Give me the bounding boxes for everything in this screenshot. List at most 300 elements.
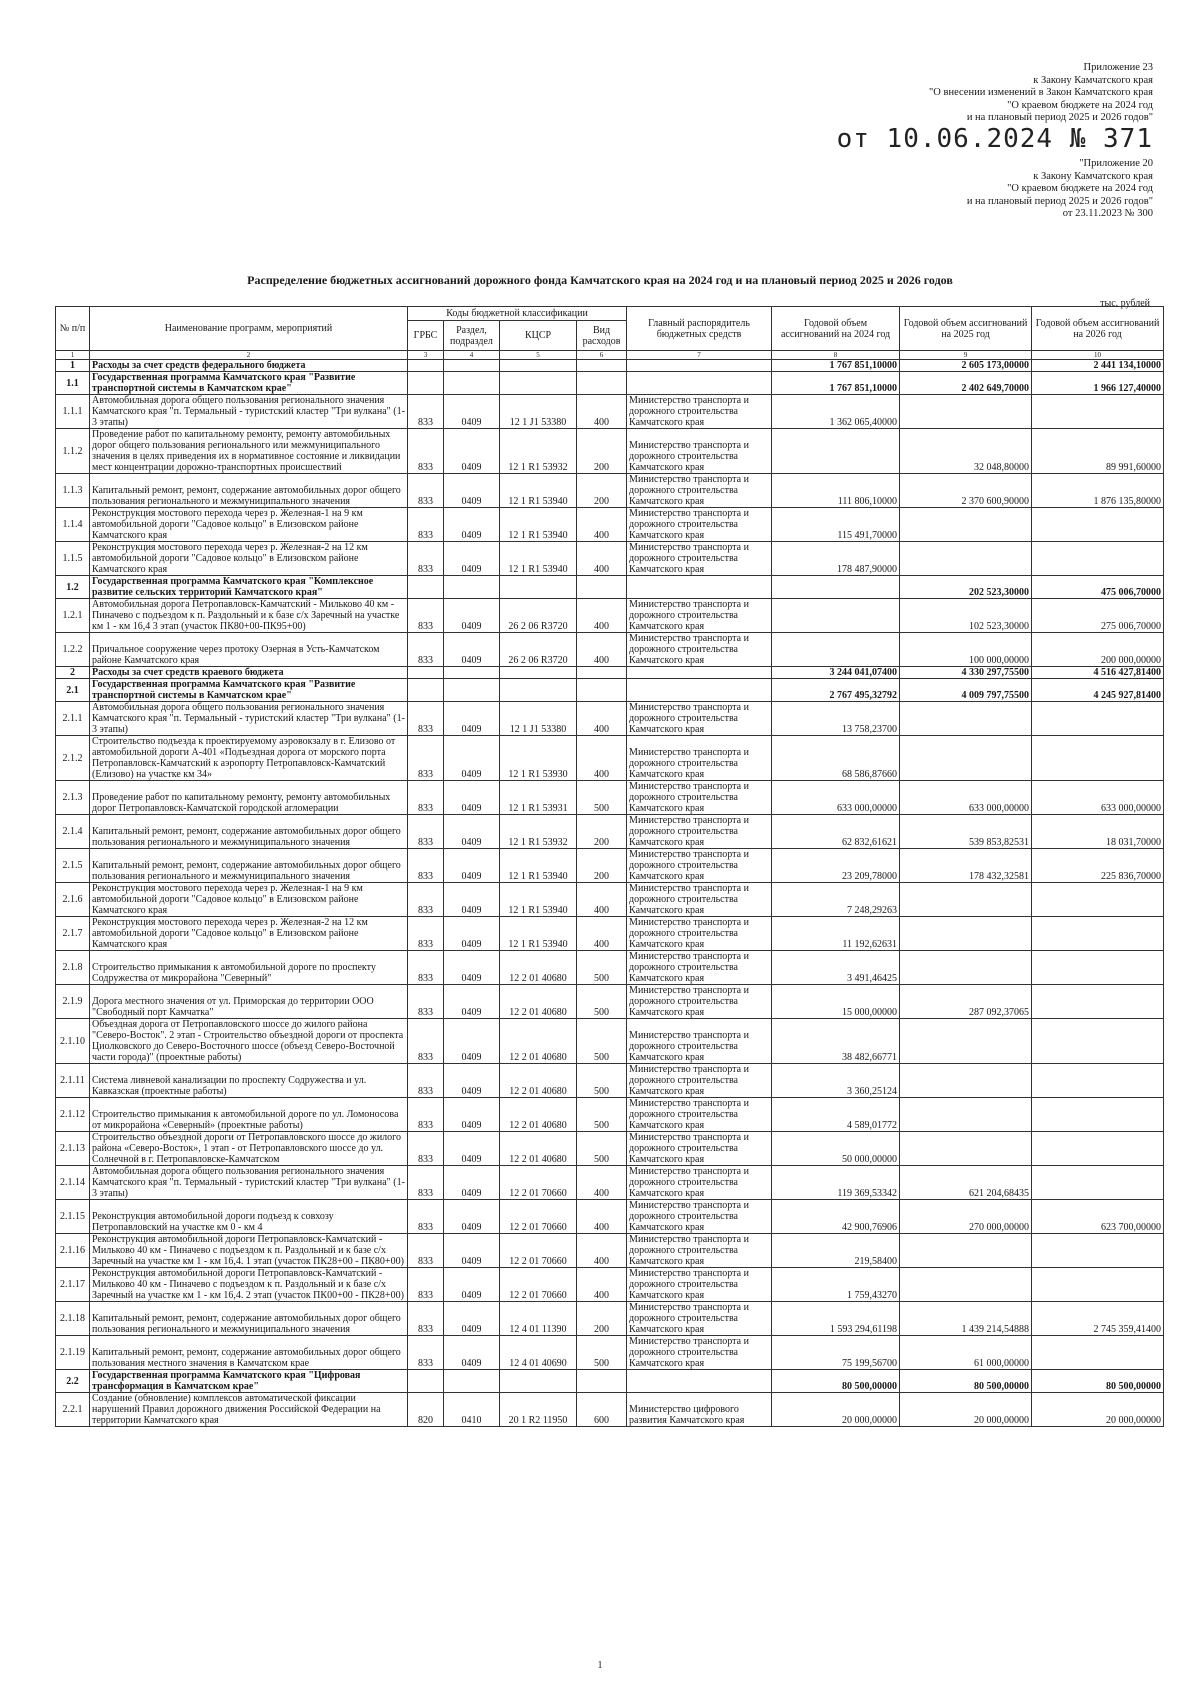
row-amount-2024: 15 000,00000 bbox=[772, 985, 900, 1019]
header-line: от 23.11.2023 № 300 bbox=[1062, 208, 1153, 219]
table-row bbox=[56, 395, 1164, 429]
header-line: "О краевом бюджете на 2024 год bbox=[1007, 183, 1153, 194]
row-kcsr: 12 2 01 40680 bbox=[500, 985, 577, 1019]
column-index-cell: 1 bbox=[56, 351, 90, 360]
row-name: Государственная программа Камчатского края "Цифровая трансформация в Камчатском крае" bbox=[90, 1370, 408, 1393]
row-vid bbox=[577, 576, 627, 599]
row-number: 2.1.6 bbox=[56, 883, 90, 917]
table-row bbox=[56, 815, 1164, 849]
row-number: 2.1.7 bbox=[56, 917, 90, 951]
row-kcsr: 12 1 R1 53940 bbox=[500, 917, 577, 951]
row-amount-2024: 50 000,00000 bbox=[772, 1132, 900, 1166]
row-vid: 200 bbox=[577, 1302, 627, 1336]
row-vid: 400 bbox=[577, 1200, 627, 1234]
row-main-manager: Министерство транспорта и дорожного строительства Камчатского края bbox=[627, 736, 772, 781]
col-codes-header: Коды бюджетной классификации bbox=[408, 307, 627, 321]
row-main-manager: Министерство транспорта и дорожного строительства Камчатского края bbox=[627, 508, 772, 542]
header-line: "О внесении изменений в Закон Камчатского края bbox=[929, 87, 1153, 98]
row-amount-2025 bbox=[900, 1064, 1032, 1098]
row-kcsr: 12 1 R1 53940 bbox=[500, 542, 577, 576]
row-number: 1.2.2 bbox=[56, 633, 90, 667]
row-amount-2026: 18 031,70000 bbox=[1032, 815, 1164, 849]
column-index-cell: 9 bbox=[900, 351, 1032, 360]
row-amount-2026: 2 745 359,41400 bbox=[1032, 1302, 1164, 1336]
row-amount-2024: 119 369,53342 bbox=[772, 1166, 900, 1200]
row-kcsr: 12 1 R1 53932 bbox=[500, 815, 577, 849]
row-amount-2025 bbox=[900, 395, 1032, 429]
row-grbs: 833 bbox=[408, 1234, 444, 1268]
row-kcsr: 12 1 R1 53940 bbox=[500, 883, 577, 917]
table-row bbox=[56, 1268, 1164, 1302]
table-row bbox=[56, 883, 1164, 917]
col-2026-header: Годовой объем ассигнований на 2026 год bbox=[1032, 307, 1164, 351]
row-grbs: 833 bbox=[408, 951, 444, 985]
row-grbs: 833 bbox=[408, 1132, 444, 1166]
row-grbs: 820 bbox=[408, 1393, 444, 1427]
column-index-cell: 4 bbox=[444, 351, 500, 360]
row-razdel: 0409 bbox=[444, 985, 500, 1019]
row-name: Расходы за счет средств федерального бюджета bbox=[90, 360, 408, 372]
row-number: 2.1.12 bbox=[56, 1098, 90, 1132]
row-vid: 400 bbox=[577, 1166, 627, 1200]
table-row bbox=[56, 985, 1164, 1019]
row-name: Расходы за счет средств краевого бюджета bbox=[90, 667, 408, 679]
table-row bbox=[56, 1336, 1164, 1370]
row-razdel: 0409 bbox=[444, 1166, 500, 1200]
row-main-manager: Министерство цифрового развития Камчатского края bbox=[627, 1393, 772, 1427]
row-razdel bbox=[444, 667, 500, 679]
row-grbs: 833 bbox=[408, 883, 444, 917]
row-vid: 400 bbox=[577, 599, 627, 633]
row-vid: 500 bbox=[577, 1019, 627, 1064]
row-name: Строительство примыкания к автомобильной дороге по проспекту Содружества от микрорайона "Северный" bbox=[90, 951, 408, 985]
row-main-manager: Министерство транспорта и дорожного строительства Камчатского края bbox=[627, 1132, 772, 1166]
row-vid: 200 bbox=[577, 815, 627, 849]
row-kcsr bbox=[500, 679, 577, 702]
row-grbs: 833 bbox=[408, 1336, 444, 1370]
row-amount-2026: 275 006,70000 bbox=[1032, 599, 1164, 633]
row-grbs bbox=[408, 360, 444, 372]
row-name: Строительство подъезда к проектируемому аэровокзалу в г. Елизово от автомобильной дороги А-401 «Подъездная дорога от морского порта Петропавловск-Камчатский к аэропорту Петропавловск-Камчатский (Елизово) на участке км 34» bbox=[90, 736, 408, 781]
row-number: 2 bbox=[56, 667, 90, 679]
row-name: Автомобильная дорога общего пользования регионального значения Камчатского края "п. Термальный - туристский кластер "Три вулкана" (1-3 этапы) bbox=[90, 395, 408, 429]
row-grbs bbox=[408, 576, 444, 599]
row-name: Автомобильная дорога общего пользования регионального значения Камчатского края "п. Термальный - туристский кластер "Три вулкана" (1-3 этапы) bbox=[90, 1166, 408, 1200]
col-grbs-header: ГРБС bbox=[408, 321, 444, 351]
row-number: 2.1.17 bbox=[56, 1268, 90, 1302]
row-grbs: 833 bbox=[408, 815, 444, 849]
row-vid bbox=[577, 679, 627, 702]
row-grbs: 833 bbox=[408, 1200, 444, 1234]
table-row bbox=[56, 917, 1164, 951]
row-razdel: 0409 bbox=[444, 781, 500, 815]
row-grbs: 833 bbox=[408, 1268, 444, 1302]
row-grbs bbox=[408, 1370, 444, 1393]
column-index-cell: 7 bbox=[627, 351, 772, 360]
row-amount-2024: 111 806,10000 bbox=[772, 474, 900, 508]
row-amount-2025 bbox=[900, 1132, 1032, 1166]
row-kcsr: 12 2 01 40680 bbox=[500, 951, 577, 985]
row-kcsr: 20 1 R2 11950 bbox=[500, 1393, 577, 1427]
row-vid: 500 bbox=[577, 781, 627, 815]
row-amount-2025: 4 330 297,75500 bbox=[900, 667, 1032, 679]
row-grbs: 833 bbox=[408, 1019, 444, 1064]
row-amount-2025: 102 523,30000 bbox=[900, 599, 1032, 633]
row-kcsr: 12 1 R1 53930 bbox=[500, 736, 577, 781]
row-name: Автомобильная дорога Петропавловск-Камчатский - Мильково 40 км - Пиначево с подъездом к п. Раздольный и к базе с/х Заречный на участке км 1 - км 16,4 3 этап (участок ПК80+00-ПК95+00) bbox=[90, 599, 408, 633]
row-vid: 400 bbox=[577, 883, 627, 917]
row-number: 2.1.2 bbox=[56, 736, 90, 781]
row-razdel: 0409 bbox=[444, 702, 500, 736]
header-line: к Закону Камчатского края bbox=[1033, 74, 1153, 86]
row-amount-2025: 20 000,00000 bbox=[900, 1393, 1032, 1427]
row-razdel: 0409 bbox=[444, 736, 500, 781]
row-amount-2025 bbox=[900, 883, 1032, 917]
row-kcsr: 12 2 01 70660 bbox=[500, 1268, 577, 1302]
table-row bbox=[56, 1064, 1164, 1098]
row-vid: 200 bbox=[577, 429, 627, 474]
row-amount-2024 bbox=[772, 599, 900, 633]
row-amount-2024: 11 192,62631 bbox=[772, 917, 900, 951]
row-vid: 200 bbox=[577, 474, 627, 508]
row-grbs: 833 bbox=[408, 1098, 444, 1132]
row-amount-2026 bbox=[1032, 1098, 1164, 1132]
row-number: 1 bbox=[56, 360, 90, 372]
row-vid: 400 bbox=[577, 1268, 627, 1302]
row-grbs: 833 bbox=[408, 781, 444, 815]
col-vid-header: Вид расходов bbox=[577, 321, 627, 351]
row-amount-2026 bbox=[1032, 883, 1164, 917]
row-kcsr: 12 1 R1 53932 bbox=[500, 429, 577, 474]
row-number: 2.1.4 bbox=[56, 815, 90, 849]
col-num-header: № п/п bbox=[56, 307, 90, 351]
column-index-cell: 2 bbox=[90, 351, 408, 360]
row-name: Реконструкция мостового перехода через р. Железная-2 на 12 км автомобильной дороги "Садовое кольцо" в Елизовском районе Камчатского края bbox=[90, 917, 408, 951]
column-index-cell: 8 bbox=[772, 351, 900, 360]
table-row bbox=[56, 679, 1164, 702]
row-name: Создание (обновление) комплексов автоматической фиксации нарушений Правил дорожного движения Российской Федерации на территории Камчатского края bbox=[90, 1393, 408, 1427]
row-name: Строительство объездной дороги от Петропавловского шоссе до жилого района «Северо-Восток», 1 этап - от Петропавловского шоссе до ул. Солнечной в г. Петропавловске-Камчатском bbox=[90, 1132, 408, 1166]
row-number: 1.2 bbox=[56, 576, 90, 599]
row-razdel: 0409 bbox=[444, 395, 500, 429]
row-vid: 400 bbox=[577, 917, 627, 951]
row-number: 2.1.11 bbox=[56, 1064, 90, 1098]
row-name: Реконструкция мостового перехода через р. Железная-2 на 12 км автомобильной дороги "Садовое кольцо" в Елизовском районе Камчатского края bbox=[90, 542, 408, 576]
row-amount-2024: 4 589,01772 bbox=[772, 1098, 900, 1132]
row-amount-2026: 623 700,00000 bbox=[1032, 1200, 1164, 1234]
row-vid: 500 bbox=[577, 985, 627, 1019]
table-row bbox=[56, 1019, 1164, 1064]
row-number: 2.1.1 bbox=[56, 702, 90, 736]
row-number: 1.1.3 bbox=[56, 474, 90, 508]
row-razdel bbox=[444, 679, 500, 702]
row-vid: 400 bbox=[577, 736, 627, 781]
row-amount-2026 bbox=[1032, 1336, 1164, 1370]
row-grbs bbox=[408, 667, 444, 679]
row-name: Система ливневой канализации по проспекту Содружества и ул. Кавказская (проектные работы) bbox=[90, 1064, 408, 1098]
row-amount-2026 bbox=[1032, 542, 1164, 576]
row-amount-2025 bbox=[900, 702, 1032, 736]
row-amount-2024: 3 360,25124 bbox=[772, 1064, 900, 1098]
header-line: и на плановый период 2025 и 2026 годов" bbox=[966, 112, 1153, 123]
row-amount-2026 bbox=[1032, 951, 1164, 985]
row-main-manager: Министерство транспорта и дорожного строительства Камчатского края bbox=[627, 1064, 772, 1098]
row-vid: 400 bbox=[577, 702, 627, 736]
row-name: Реконструкция мостового перехода через р. Железная-1 на 9 км автомобильной дороги "Садовое кольцо" в Елизовском районе Камчатского края bbox=[90, 883, 408, 917]
row-amount-2024: 68 586,87660 bbox=[772, 736, 900, 781]
table-row bbox=[56, 1132, 1164, 1166]
row-number: 2.1.15 bbox=[56, 1200, 90, 1234]
row-amount-2025: 80 500,00000 bbox=[900, 1370, 1032, 1393]
column-index-cell: 6 bbox=[577, 351, 627, 360]
row-main-manager bbox=[627, 667, 772, 679]
row-amount-2026 bbox=[1032, 1234, 1164, 1268]
row-grbs: 833 bbox=[408, 736, 444, 781]
row-amount-2024: 1 759,43270 bbox=[772, 1268, 900, 1302]
row-number: 2.1.16 bbox=[56, 1234, 90, 1268]
budget-table bbox=[55, 306, 1164, 1427]
row-amount-2025 bbox=[900, 542, 1032, 576]
row-grbs: 833 bbox=[408, 542, 444, 576]
table-row bbox=[56, 1166, 1164, 1200]
budget-table-wrapper bbox=[55, 306, 1163, 1427]
row-amount-2025 bbox=[900, 951, 1032, 985]
page-number: 1 bbox=[597, 1660, 603, 1671]
row-main-manager: Министерство транспорта и дорожного строительства Камчатского края bbox=[627, 985, 772, 1019]
row-amount-2025 bbox=[900, 736, 1032, 781]
row-amount-2026 bbox=[1032, 985, 1164, 1019]
row-amount-2025: 2 402 649,70000 bbox=[900, 372, 1032, 395]
table-row bbox=[56, 1370, 1164, 1393]
row-amount-2025: 178 432,32581 bbox=[900, 849, 1032, 883]
row-razdel bbox=[444, 576, 500, 599]
row-vid: 500 bbox=[577, 1064, 627, 1098]
row-razdel: 0409 bbox=[444, 1234, 500, 1268]
row-name: Автомобильная дорога общего пользования регионального значения Камчатского края "п. Термальный - туристский кластер "Три вулкана" (1-3 этапы) bbox=[90, 702, 408, 736]
row-amount-2025: 100 000,00000 bbox=[900, 633, 1032, 667]
row-amount-2024: 42 900,76906 bbox=[772, 1200, 900, 1234]
row-name: Государственная программа Камчатского края "Комплексное развитие сельских территорий Камчатского края" bbox=[90, 576, 408, 599]
table-row bbox=[56, 372, 1164, 395]
row-amount-2026: 225 836,70000 bbox=[1032, 849, 1164, 883]
row-amount-2024: 1 362 065,40000 bbox=[772, 395, 900, 429]
col-2025-header: Годовой объем ассигнований на 2025 год bbox=[900, 307, 1032, 351]
row-main-manager: Министерство транспорта и дорожного строительства Камчатского края bbox=[627, 1200, 772, 1234]
row-razdel: 0409 bbox=[444, 1132, 500, 1166]
row-razdel: 0409 bbox=[444, 917, 500, 951]
row-amount-2025 bbox=[900, 1234, 1032, 1268]
row-name: Объездная дорога от Петропавловского шоссе до жилого района "Северо-Восток". 2 этап - Строительство объездной дороги от проспекта Циолковского до Северо-Восточного шоссе (объезд Северо-Восточной части города)" (проектные работы) bbox=[90, 1019, 408, 1064]
row-vid: 500 bbox=[577, 1336, 627, 1370]
row-vid: 400 bbox=[577, 542, 627, 576]
row-name: Причальное сооружение через протоку Озерная в Усть-Камчатском районе Камчатского края bbox=[90, 633, 408, 667]
row-razdel: 0409 bbox=[444, 1098, 500, 1132]
col-razdel-header: Раздел, подраздел bbox=[444, 321, 500, 351]
row-amount-2026: 1 966 127,40000 bbox=[1032, 372, 1164, 395]
row-number: 1.1 bbox=[56, 372, 90, 395]
row-amount-2024: 80 500,00000 bbox=[772, 1370, 900, 1393]
row-grbs: 833 bbox=[408, 429, 444, 474]
table-row bbox=[56, 1098, 1164, 1132]
row-amount-2026: 1 876 135,80000 bbox=[1032, 474, 1164, 508]
row-main-manager: Министерство транспорта и дорожного строительства Камчатского края bbox=[627, 633, 772, 667]
table-row bbox=[56, 849, 1164, 883]
row-razdel: 0409 bbox=[444, 1302, 500, 1336]
row-amount-2024: 13 758,23700 bbox=[772, 702, 900, 736]
row-main-manager: Министерство транспорта и дорожного строительства Камчатского края bbox=[627, 1302, 772, 1336]
row-razdel bbox=[444, 360, 500, 372]
row-vid: 500 bbox=[577, 1098, 627, 1132]
row-grbs: 833 bbox=[408, 985, 444, 1019]
row-main-manager: Министерство транспорта и дорожного строительства Камчатского края bbox=[627, 1268, 772, 1302]
row-number: 1.1.1 bbox=[56, 395, 90, 429]
table-row bbox=[56, 736, 1164, 781]
row-amount-2024: 7 248,29263 bbox=[772, 883, 900, 917]
row-grbs: 833 bbox=[408, 474, 444, 508]
row-razdel: 0409 bbox=[444, 951, 500, 985]
row-number: 2.1.5 bbox=[56, 849, 90, 883]
row-amount-2026: 4 245 927,81400 bbox=[1032, 679, 1164, 702]
row-amount-2025: 287 092,37065 bbox=[900, 985, 1032, 1019]
row-amount-2024 bbox=[772, 576, 900, 599]
row-amount-2026 bbox=[1032, 1019, 1164, 1064]
row-kcsr bbox=[500, 576, 577, 599]
row-amount-2025: 539 853,82531 bbox=[900, 815, 1032, 849]
row-amount-2025 bbox=[900, 508, 1032, 542]
row-amount-2026 bbox=[1032, 736, 1164, 781]
row-kcsr: 26 2 06 R3720 bbox=[500, 633, 577, 667]
row-razdel: 0409 bbox=[444, 1019, 500, 1064]
row-kcsr: 12 2 01 40680 bbox=[500, 1019, 577, 1064]
row-razdel: 0409 bbox=[444, 883, 500, 917]
row-main-manager: Министерство транспорта и дорожного строительства Камчатского края bbox=[627, 1336, 772, 1370]
row-main-manager bbox=[627, 1370, 772, 1393]
row-razdel: 0409 bbox=[444, 1336, 500, 1370]
row-number: 1.2.1 bbox=[56, 599, 90, 633]
row-amount-2025: 1 439 214,54888 bbox=[900, 1302, 1032, 1336]
table-row bbox=[56, 1393, 1164, 1427]
table-row bbox=[56, 1234, 1164, 1268]
row-kcsr bbox=[500, 667, 577, 679]
row-number: 2.1 bbox=[56, 679, 90, 702]
row-amount-2025: 32 048,80000 bbox=[900, 429, 1032, 474]
row-number: 2.1.13 bbox=[56, 1132, 90, 1166]
row-amount-2025: 4 009 797,75500 bbox=[900, 679, 1032, 702]
row-amount-2025: 2 370 600,90000 bbox=[900, 474, 1032, 508]
row-grbs: 833 bbox=[408, 508, 444, 542]
row-vid: 500 bbox=[577, 951, 627, 985]
table-row bbox=[56, 542, 1164, 576]
row-razdel: 0409 bbox=[444, 508, 500, 542]
row-amount-2024: 75 199,56700 bbox=[772, 1336, 900, 1370]
table-row bbox=[56, 702, 1164, 736]
row-name: Проведение работ по капитальному ремонту, ремонту автомобильных дорог общего пользования регионального или межмуниципального значения в целях приведения их в нормативное состояние и ликвидации мест концентрации дорожно-транспортных происшествий bbox=[90, 429, 408, 474]
document-title: Распределение бюджетных ассигнований дорожного фонда Камчатского края на 2024 год и на плановый период 2025 и 2026 годов bbox=[247, 273, 953, 287]
table-row bbox=[56, 667, 1164, 679]
row-vid bbox=[577, 372, 627, 395]
row-razdel: 0410 bbox=[444, 1393, 500, 1427]
row-vid: 400 bbox=[577, 395, 627, 429]
col-2024-header: Годовой объем ассигнований на 2024 год bbox=[772, 307, 900, 351]
row-main-manager: Министерство транспорта и дорожного строительства Камчатского края bbox=[627, 849, 772, 883]
row-kcsr: 12 2 01 70660 bbox=[500, 1166, 577, 1200]
row-name: Реконструкция мостового перехода через р. Железная-1 на 9 км автомобильной дороги "Садовое кольцо" в Елизовском районе Камчатского края bbox=[90, 508, 408, 542]
column-index-row bbox=[56, 351, 1164, 360]
row-vid: 200 bbox=[577, 849, 627, 883]
row-amount-2024: 1 767 851,10000 bbox=[772, 372, 900, 395]
row-main-manager: Министерство транспорта и дорожного строительства Камчатского края bbox=[627, 951, 772, 985]
row-amount-2024: 62 832,61621 bbox=[772, 815, 900, 849]
table-row bbox=[56, 508, 1164, 542]
row-razdel: 0409 bbox=[444, 1200, 500, 1234]
row-name: Реконструкция автомобильной дороги Петропавловск-Камчатский - Мильково 40 км - Пиначево с подъездом к п. Раздольный и к базе с/х Заречный на участке км 1 - км 16,4. 1 этап (участок ПК28+00 - ПК80+00) bbox=[90, 1234, 408, 1268]
row-kcsr bbox=[500, 1370, 577, 1393]
row-kcsr: 12 4 01 11390 bbox=[500, 1302, 577, 1336]
row-vid: 400 bbox=[577, 508, 627, 542]
row-vid bbox=[577, 360, 627, 372]
row-amount-2026: 2 441 134,10000 bbox=[1032, 360, 1164, 372]
table-row bbox=[56, 1302, 1164, 1336]
row-razdel bbox=[444, 372, 500, 395]
row-grbs: 833 bbox=[408, 1302, 444, 1336]
row-amount-2026: 80 500,00000 bbox=[1032, 1370, 1164, 1393]
row-name: Капитальный ремонт, ремонт, содержание автомобильных дорог общего пользования регионального и межмуниципального значения bbox=[90, 474, 408, 508]
column-index-cell: 5 bbox=[500, 351, 577, 360]
row-razdel: 0409 bbox=[444, 429, 500, 474]
row-grbs: 833 bbox=[408, 1166, 444, 1200]
row-main-manager: Министерство транспорта и дорожного строительства Камчатского края bbox=[627, 474, 772, 508]
row-main-manager: Министерство транспорта и дорожного строительства Камчатского края bbox=[627, 702, 772, 736]
row-razdel bbox=[444, 1370, 500, 1393]
row-name: Государственная программа Камчатского края "Развитие транспортной системы в Камчатском крае" bbox=[90, 372, 408, 395]
row-main-manager: Министерство транспорта и дорожного строительства Камчатского края bbox=[627, 1098, 772, 1132]
row-amount-2026 bbox=[1032, 395, 1164, 429]
row-amount-2026 bbox=[1032, 1268, 1164, 1302]
row-amount-2026: 20 000,00000 bbox=[1032, 1393, 1164, 1427]
row-name: Государственная программа Камчатского края "Развитие транспортной системы в Камчатском крае" bbox=[90, 679, 408, 702]
row-amount-2025: 633 000,00000 bbox=[900, 781, 1032, 815]
row-number: 1.1.4 bbox=[56, 508, 90, 542]
row-kcsr bbox=[500, 372, 577, 395]
row-vid: 600 bbox=[577, 1393, 627, 1427]
table-row bbox=[56, 429, 1164, 474]
row-amount-2024 bbox=[772, 429, 900, 474]
row-main-manager: Министерство транспорта и дорожного строительства Камчатского края bbox=[627, 1019, 772, 1064]
row-amount-2024: 1 593 294,61198 bbox=[772, 1302, 900, 1336]
row-kcsr: 12 2 01 70660 bbox=[500, 1234, 577, 1268]
row-number: 2.1.18 bbox=[56, 1302, 90, 1336]
row-grbs bbox=[408, 372, 444, 395]
row-amount-2026 bbox=[1032, 702, 1164, 736]
column-index-cell: 3 bbox=[408, 351, 444, 360]
row-kcsr: 12 1 R1 53940 bbox=[500, 849, 577, 883]
header-line: к Закону Камчатского края bbox=[1033, 170, 1153, 182]
row-amount-2024: 23 209,78000 bbox=[772, 849, 900, 883]
row-main-manager: Министерство транспорта и дорожного строительства Камчатского края bbox=[627, 395, 772, 429]
row-number: 2.2 bbox=[56, 1370, 90, 1393]
row-amount-2024: 178 487,90000 bbox=[772, 542, 900, 576]
row-main-manager: Министерство транспорта и дорожного строительства Камчатского края bbox=[627, 917, 772, 951]
row-main-manager: Министерство транспорта и дорожного строительства Камчатского края bbox=[627, 815, 772, 849]
row-razdel: 0409 bbox=[444, 599, 500, 633]
row-kcsr: 12 2 01 40680 bbox=[500, 1064, 577, 1098]
row-main-manager: Министерство транспорта и дорожного строительства Камчатского края bbox=[627, 1234, 772, 1268]
row-amount-2025 bbox=[900, 1019, 1032, 1064]
header-line: Приложение 23 bbox=[1083, 62, 1153, 73]
units-label: тыс. рублей bbox=[1100, 298, 1150, 309]
row-amount-2025: 202 523,30000 bbox=[900, 576, 1032, 599]
row-number: 1.1.5 bbox=[56, 542, 90, 576]
